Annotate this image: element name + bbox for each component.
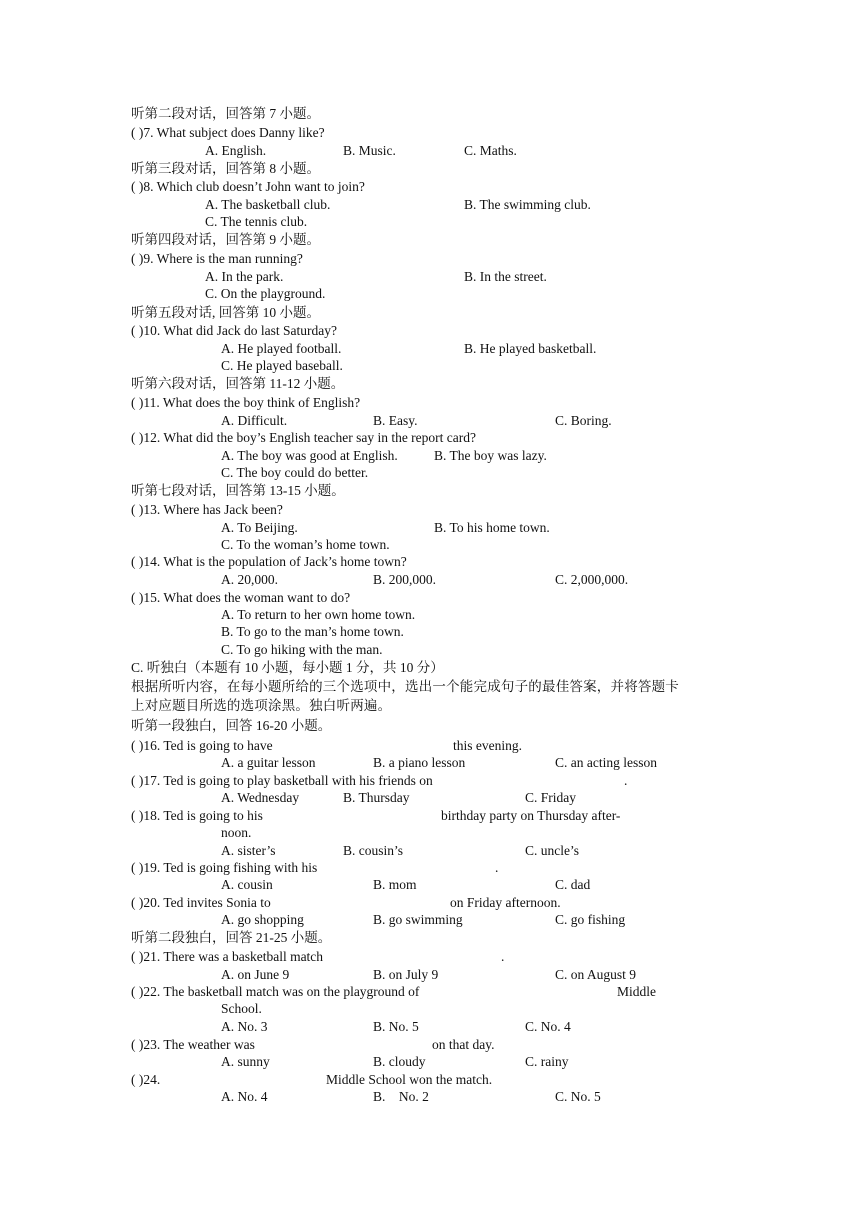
stem-tail: on that day. <box>432 1037 495 1052</box>
option-c: C. On the playground. <box>205 286 326 301</box>
option-a: A. go shopping <box>221 912 304 927</box>
option-b: B. The boy was lazy. <box>434 448 547 463</box>
option-c: C. Maths. <box>464 143 517 158</box>
option-a: A. Difficult. <box>221 413 288 428</box>
option-a: A. sunny <box>221 1054 270 1069</box>
option-a: A. sister’s <box>221 843 276 858</box>
option-b: B. To go to the man’s home town. <box>221 624 404 639</box>
question-stem: ( )10. What did Jack do last Saturday? <box>131 323 337 338</box>
option-b: B. cloudy <box>373 1054 426 1069</box>
option-c: C. The boy could do better. <box>221 465 369 480</box>
option-b: B. mom <box>373 877 417 892</box>
option-c: C. an acting lesson <box>555 755 657 770</box>
option-b: B. on July 9 <box>373 967 439 982</box>
option-b: B. Thursday <box>343 790 410 805</box>
option-c: C. The tennis club. <box>205 214 308 229</box>
option-a: A. a guitar lesson <box>221 755 316 770</box>
section-heading: 听第二段对话，回答第 7 小题。 <box>131 106 320 121</box>
question-stem: ( )8. Which club doesn’t John want to join? <box>131 179 365 194</box>
option-b: B. The swimming club. <box>464 197 591 212</box>
option-c: C. 2,000,000. <box>555 572 629 587</box>
stem-tail: . <box>495 860 499 875</box>
exam-page: 听第二段对话，回答第 7 小题。 ( )7. What subject does Danny like? A. English. B. Music. C. Maths. 听第三段对话，回答第 8 小题。 ( )8. Which club doesn’t John want to join? A. The basketball club. B. The swimming club. C. The tennis club. 听第四段对话，回答第 9 小题。 ( )9. Where is the man running? A. In the park. B. In the street. C. On the playground. 听第五段对话, 回答第 10 小题。 ( )10. What did Jack do last Saturday? A. He played football. B. He played basketball. C. He played baseball. 听第六段对话，回答第 11-12 小题。 ( )11. What does the boy think of English? A. Difficult. B. Easy. C. Boring. ( )12. What did the boy’s English teacher say in the report card? A. The boy was good at English. B. The boy was lazy. C. The boy could do better. 听第七段对话，回答第 13-15 小题。 ( )13. Where has Jack been? A. To Beijing. B. To his home town. C. To the woman’s home town. ( )14. What is the population of Jack’s home town? A. 20,000. B. 200,000. C. 2,000,000. ( )15. What does the woman want to do? A. To return to her own home town. B. To go to the man’s home town. C. To go hiking with the man. C. 听独白（本题有 10 小题，每小题 1 分，共 10 分） 根据所听内容，在每小题所给的三个选项中，选出一个能完成句子的最佳答案，并将答题卡 上对应题目所选的选项涂黑。独白听两遍。 听第一段独白，回答 16-20 小题。 ( )16. Ted is going to have this evening. A. a guitar lesson B. a piano lesson C. an acting lesson ( )17. Ted is going to play basketball with his friends on . A. Wednesday B. Thursday C. Friday ( )18. Ted is going to his birthday party on Thursday after- noon. A. sister’s B. cousin’s C. uncle’s ( )19. Ted is going fishing with his . A. cousin B. mom C. dad ( )20. Ted invites Sonia to on Friday afternoon. A. go shopping B. go swimming C. go fishing 听第二段独白，回答 21-25 小题。 ( )21. There was a basketball match . A. on June 9 B. on July 9 C. on August 9 ( )22. The basketball match was on the playground of Middle School. A. No. 3 B. No. 5 C. No. 4 ( )23. The weather was on that day. A. sunny B. cloudy C. rainy ( )24. Middle School won the match. A. No. 4 B. No. 2 C. No. 5 <box>131 106 679 1104</box>
section-heading: 听第四段对话，回答第 9 小题。 <box>131 232 320 247</box>
option-a: A. The boy was good at English. <box>221 448 398 463</box>
option-c: C. Friday <box>525 790 577 805</box>
option-a: A. He played football. <box>221 341 342 356</box>
option-a: A. To return to her own home town. <box>221 607 416 622</box>
option-b: B. No. 2 <box>373 1089 429 1104</box>
option-c: C. No. 4 <box>525 1019 571 1034</box>
option-a: A. English. <box>205 143 267 158</box>
option-c: C. No. 5 <box>555 1089 601 1104</box>
stem-tail: Middle School won the match. <box>326 1072 493 1087</box>
question-stem: ( )7. What subject does Danny like? <box>131 125 325 140</box>
question-stem: ( )12. What did the boy’s English teacher say in the report card? <box>131 430 477 445</box>
question-stem: ( )13. Where has Jack been? <box>131 502 283 517</box>
option-c: C. on August 9 <box>555 967 637 982</box>
part-heading: C. 听独白（本题有 10 小题，每小题 1 分，共 10 分） <box>131 660 444 675</box>
option-a: A. To Beijing. <box>221 520 298 535</box>
section-heading: 听第一段独白，回答 16-20 小题。 <box>131 718 332 733</box>
section-heading: 听第二段独白，回答 21-25 小题。 <box>131 930 332 945</box>
option-c: C. rainy <box>525 1054 569 1069</box>
option-a: A. Wednesday <box>221 790 300 805</box>
option-a: A. on June 9 <box>221 967 290 982</box>
section-heading: 听第七段对话，回答第 13-15 小题。 <box>131 483 345 498</box>
option-b: B. go swimming <box>373 912 463 927</box>
option-b: B. Easy. <box>373 413 418 428</box>
option-b: B. a piano lesson <box>373 755 466 770</box>
option-c: C. uncle’s <box>525 843 579 858</box>
stem-tail: Middle <box>617 984 656 999</box>
option-c: C. dad <box>555 877 591 892</box>
section-heading: 听第六段对话，回答第 11-12 小题。 <box>131 376 345 391</box>
question-stem: ( )9. Where is the man running? <box>131 251 303 266</box>
option-a: A. No. 3 <box>221 1019 268 1034</box>
question-stem: ( )15. What does the woman want to do? <box>131 590 351 605</box>
option-c: C. To go hiking with the man. <box>221 642 383 657</box>
option-c: C. Boring. <box>555 413 612 428</box>
option-a: A. No. 4 <box>221 1089 268 1104</box>
instructions: 上对应题目所选的选项涂黑。独白听两遍。 <box>131 698 392 713</box>
option-b: B. 200,000. <box>373 572 437 587</box>
option-b: B. In the street. <box>464 269 547 284</box>
option-c: C. To the woman’s home town. <box>221 537 390 552</box>
stem-tail: . <box>501 949 505 964</box>
stem-tail: birthday party on Thursday after- <box>441 808 621 823</box>
option-b: B. To his home town. <box>434 520 550 535</box>
instructions: 根据所听内容，在每小题所给的三个选项中，选出一个能完成句子的最佳答案，并将答题卡 <box>131 679 679 694</box>
option-a: A. cousin <box>221 877 273 892</box>
section-heading: 听第五段对话, 回答第 10 小题。 <box>131 305 320 320</box>
question-stem: ( )11. What does the boy think of English? <box>131 395 361 410</box>
stem-tail: . <box>624 773 628 788</box>
option-b: B. cousin’s <box>343 843 404 858</box>
question-stem: ( )14. What is the population of Jack’s home town? <box>131 554 407 569</box>
option-b: B. No. 5 <box>373 1019 419 1034</box>
option-a: A. 20,000. <box>221 572 278 587</box>
option-a: A. In the park. <box>205 269 284 284</box>
stem-tail: this evening. <box>453 738 522 753</box>
option-b: B. He played basketball. <box>464 341 597 356</box>
option-c: C. go fishing <box>555 912 626 927</box>
section-heading: 听第三段对话，回答第 8 小题。 <box>131 161 320 176</box>
stem-tail: on Friday afternoon. <box>450 895 561 910</box>
option-c: C. He played baseball. <box>221 358 343 373</box>
option-b: B. Music. <box>343 143 396 158</box>
option-a: A. The basketball club. <box>205 197 331 212</box>
